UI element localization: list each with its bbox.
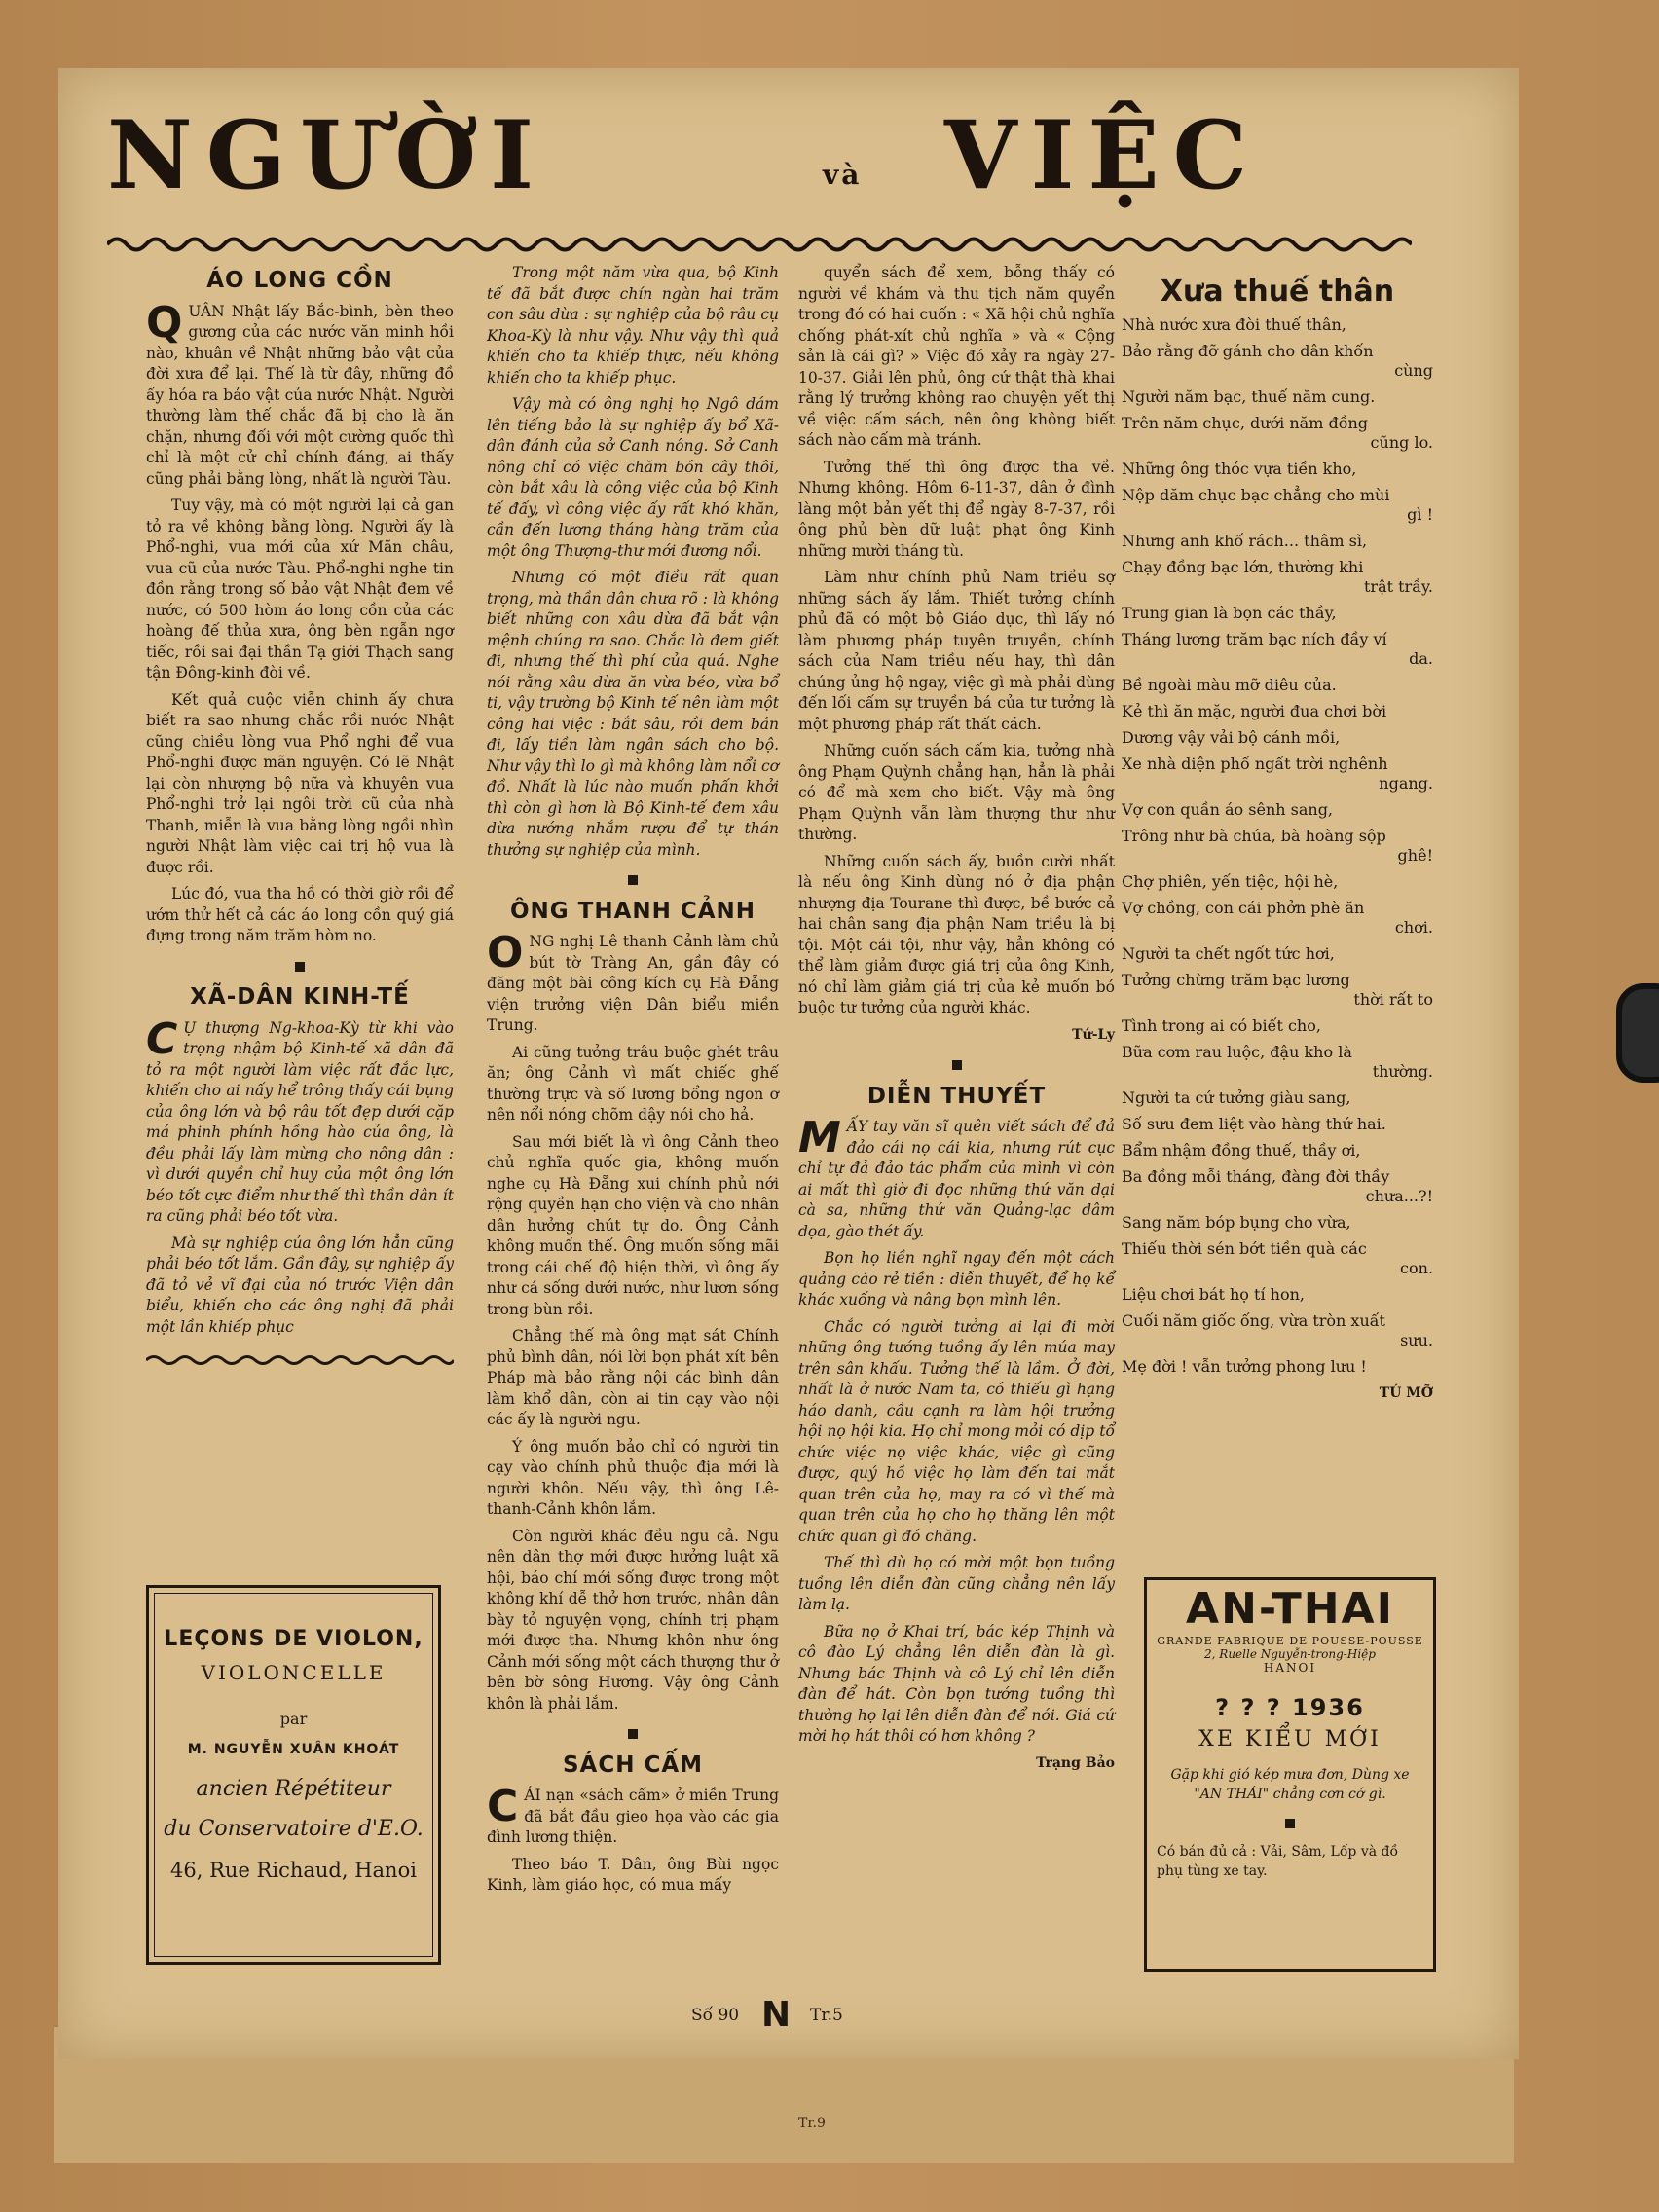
poem-line-text: Mẹ đời ! vẫn tưởng phong lưu ! (1122, 1357, 1367, 1376)
poem-line (1122, 486, 1433, 525)
ad-violin-address: 46, Rue Richaud, Hanoi (170, 1859, 417, 1882)
article-paragraph: ONG nghị Lê thanh Cảnh làm chủ bút tờ Tràng An, gần đây có đăng một bài công kích cụ Hà Đẵng viện trưởng viện Dân biểu miền Trung. (487, 928, 779, 1034)
poem-line (1122, 1141, 1433, 1161)
poem-line (1122, 1115, 1433, 1134)
article-title-xa-dan-kinh-te: XÃ-DÂN KINH-TẾ (190, 984, 410, 1010)
advertisement-violin-lessons (146, 1585, 441, 1965)
poem-line (1122, 1043, 1433, 1082)
article-paragraph: Tưởng thế thì ông được tha về. Nhưng không. Hôm 6-11-37, dân ở đình làng một bản yết thị để ngày 8-7-37, rồi ông phủ bèn dữ luật phạt ông Kinh những mười tháng tù. (798, 458, 1115, 560)
poem-line-text: Bảo rằng đỡ gánh cho dân khốn (1122, 342, 1374, 360)
drop-cap: Q (146, 297, 183, 348)
poem-line-text: Kẻ thì ăn mặc, người đua chơi bời (1122, 702, 1387, 720)
poem-line-continuation: da. (1409, 649, 1433, 668)
poem-line-text: Tháng lương trăm bạc ních đầy ví (1122, 630, 1387, 648)
headline-word-3: VIỆC (944, 100, 1261, 210)
article-title-ao-long-con: ÁO LONG CỒN (206, 268, 393, 293)
poem-line (1122, 604, 1433, 623)
ad-violin-teacher: M. NGUYỄN XUÂN KHOÁT (187, 1742, 400, 1757)
poem-line-text: Người ta cứ tưởng giàu sang, (1122, 1088, 1351, 1107)
ad-violin-line: du Conservatoire d'E.O. (164, 1817, 424, 1841)
wave-divider (146, 1353, 454, 1367)
poem-line (1122, 315, 1433, 335)
article-paragraph: Chẳng thế mà ông mạt sát Chính phủ bình dân, nói lời bọn phát xít bên Pháp mà bảo rằng nội các bình dân làm khổ dân, còn ai tin cạy vào nội các ấy là người ngu. (487, 1327, 779, 1428)
underlying-page-number: Tr.9 (798, 2116, 826, 2131)
poem-line-continuation: thường. (1372, 1062, 1433, 1081)
article-paragraph: Những cuốn sách cấm kia, tưởng nhà ông Phạm Quỳnh chẳng hạn, hẳn là phải có để mà xem cho biết. Vậy mà ông Phạm Quỳnh vẫn làm thượng thư như thường. (798, 742, 1115, 843)
poem-line (1122, 899, 1433, 938)
poem-line (1122, 1213, 1433, 1233)
ad-violin-line: par (279, 1710, 308, 1728)
poem-line-continuation: thời rất to (1353, 990, 1433, 1009)
poem-line-text: Bẩm nhậm đồng thuế, thầy ơi, (1122, 1141, 1361, 1160)
newspaper-logo: N (761, 1995, 792, 2035)
poem-signature: TÚ MỠ (1379, 1385, 1433, 1401)
poem-line-text: Nhưng anh khố rách... thâm sì, (1122, 532, 1368, 550)
article-paragraph: QUÂN Nhật lấy Bắc-bình, bèn theo gương của các nước văn minh hồi nào, khuân về Nhật những bảo vật của đời xưa để lại. Thế là từ đây, những đồ ấy hóa ra bảo vật của nước Nhật. Người thường làm thế chắc đã bị cho là ăn chặn, nhưng đối với một cường quốc thì chỉ là một cử chỉ chính đáng, ai thấy cũng phải bằng lòng, nhất là người Tàu. (146, 297, 454, 488)
poem-line (1122, 1311, 1433, 1350)
article-title-dien-thuyet: DIỄN THUYẾT (866, 1083, 1047, 1109)
poem-line-text: Nhà nước xưa đòi thuế thân, (1122, 315, 1346, 334)
article-paragraph: Lúc đó, vua tha hồ có thời giờ rồi để ướm thử hết cả các áo long cồn quý giá đựng trong năm trăm hòm no. (146, 885, 454, 944)
column-4-poem (1122, 263, 1433, 1403)
ad-violin-line: LEÇONS DE VIOLON, (164, 1627, 424, 1651)
ad-violin-line: ancien Répétiteur (196, 1777, 391, 1801)
poem-line-text: Tưởng chừng trăm bạc lương (1122, 971, 1350, 989)
poem-line-continuation: chưa...?! (1365, 1187, 1433, 1205)
section-separator-square (487, 870, 779, 892)
article-paragraph: Mà sự nghiệp của ông lớn hẳn cũng phải béo tốt lắm. Gần đây, sự nghiệp ấy đã tỏ vẻ vĩ đại của nó trước Viện dân biểu, khiến cho các ông nghị đã phải một lần khiếp phục (146, 1234, 454, 1336)
binder-ring-icon (1616, 983, 1659, 1083)
ad-year: ? ? ? 1936 (1215, 1694, 1365, 1721)
poem-line (1122, 1285, 1433, 1305)
section-separator-square (798, 1055, 1115, 1077)
article-paragraph: CÁI nạn «sách cấm» ở miền Trung đã bắt đầu gieo họa vào các gia đình lương thiện. (487, 1782, 779, 1846)
headline-word-1: NGƯỜI (107, 100, 547, 210)
article-paragraph: Nhưng có một điều rất quan trọng, mà thần dân chưa rõ : là không biết những con xâu dừa đã bắt vận mệnh chúng ra sao. Chắc là đem giết đi, nhưng thế thì phí của quá. Nghe nói rằng xâu dừa ăn vừa béo, vừa bổ ti, vậy trường bộ Kinh tế nên làm một công hai việc : bắt sâu, rồi đem bán đi, lấy tiền làm ngân sách cho bộ. Như vậy thì lo gì mà không làm nổi cơ đồ. Nhất là lúc nào muốn phấn khởi thì còn gì hơn là Bộ Kinh-tế đem xâu dừa nướng nhắm rượu để tự thán thưởng sự nghiệp của mình. (487, 569, 779, 859)
article-paragraph: Chắc có người tưởng ai lại đi mời những ông tướng tuồng ấy lên múa may trên sân khấu. Tưởng thế là lầm. Ở đời, nhất là ở nước Nam ta, có thiếu gì hạng háo danh, cầu cạnh ra làm hội trưởng hội nọ hội kia. Họ chỉ mong mỏi có dịp tổ chức việc nọ việc khác, việc gì cũng được, quý hồ việc họ làm đến tai mắt quan trên của họ, may ra có vì thế mà quan trên của họ cho họ thăng lên một chức quan gì đó chăng. (798, 1317, 1115, 1545)
poem-line (1122, 676, 1433, 695)
poem-line-text: Trên năm chục, dưới năm đồng (1122, 414, 1369, 432)
article-paragraph: Trong một năm vừa qua, bộ Kinh tế đã bắt được chín ngàn hai trăm con sâu dừa : sự nghiệp của bộ râu cụ Khoa-Kỳ là như vậy. Như vậy thì quả khiến cho ta khiếp thực, nếu không khiến cho ta khiếp phục. (487, 264, 779, 387)
article-paragraph: Sau mới biết là vì ông Cảnh theo chủ nghĩa quốc gia, không muốn nghe cụ Hà Đẵng xui chính phủ nới rộng quyền hạn cho viện và cho nhân dân hưởng chút tự do. Ông Cảnh không muốn thế. Ông muốn sống mãi trong cái chế độ hiện thời, vì ông ấy như cá sống dưới nước, như lươn sống trong bùn rồi. (487, 1132, 779, 1318)
poem-line-text: Ba đồng mỗi tháng, đàng đời thầy (1122, 1167, 1390, 1186)
poem-line (1122, 342, 1433, 381)
drop-cap: C (146, 1014, 178, 1064)
poem-line-text: Sang năm bóp bụng cho vừa, (1122, 1213, 1351, 1232)
poem-line-text: Liệu chơi bát họ tí hon, (1122, 1285, 1305, 1304)
poem-line-text: Xe nhà diện phố ngất trời nghênh (1122, 755, 1388, 773)
poem-line-text: Bề ngoài màu mỡ diêu của. (1122, 676, 1337, 694)
poem-title: Xưa thuế thân (1160, 275, 1395, 309)
article-paragraph: Tuy vậy, mà có một người lại cả gan tỏ ra về không bằng lòng. Người ấy là Phổ-nghi, vua mới của xứ Mãn châu, vua cũ của nước Tàu. Phổ-nghi nghe tin đồn rằng trong số bảo vật Nhật đem về nước, có 500 hòm áo long cồn của các hoàng đế thủa xưa, ông bèn ngẫn ngơ tiếc, rồi sai đại thần Tạ giới Thạch sang tận Đông-kinh đòi về. (146, 497, 454, 682)
underlying-page-footer (623, 2108, 954, 2147)
poem-line (1122, 387, 1433, 407)
column-1 (146, 263, 454, 1383)
poem-line-text: Vợ con quần áo sênh sang, (1122, 800, 1334, 819)
drop-cap: O (487, 928, 524, 977)
poem-line-text: Vợ chồng, con cái phởn phè ăn (1122, 899, 1365, 917)
poem-lines (1122, 315, 1433, 1377)
poem-line-continuation: con. (1400, 1259, 1433, 1277)
poem-line-text: Dương vậy vải bộ cánh mồi, (1122, 728, 1341, 747)
poem-line (1122, 1167, 1433, 1206)
section-separator-square (1157, 1814, 1423, 1832)
poem-line-text: Trông như bà chúa, bà hoàng sộp (1122, 827, 1386, 845)
poem-line (1122, 755, 1433, 793)
author-signature: Trạng Bảo (1036, 1754, 1115, 1771)
page-number: Tr.5 (810, 2006, 843, 2025)
article-paragraph: quyển sách để xem, bỗng thấy có người về khám và thu tịch năm quyển trong đó có hai cuốn : « Xã hội chủ nghĩa chống phát-xít chủ nghĩa » và « Cộng sản là cái gì? » Việc đó xảy ra ngày 27-10-37. Giải lên phủ, ông cứ thật thà khai rằng lý trưởng không rao chuyện yết thị về việc cấm sách, nên ông không biết sách nào cấm mà tránh. (798, 264, 1115, 449)
ad-slogan: Gặp khi gió kép mưa đơn, Dùng xe "AN THÁI" chẳng cơn cớ gì. (1170, 1767, 1410, 1802)
poem-line (1122, 460, 1433, 479)
poem-line-continuation: cũng lo. (1370, 433, 1433, 452)
section-separator-square (487, 1724, 779, 1746)
poem-line-text: Nộp dăm chục bạc chẳng cho mùi (1122, 486, 1390, 504)
article-paragraph: Kết quả cuộc viễn chinh ấy chưa biết ra sao nhưng chắc rồi nước Nhật cũng chiều lòng vua Phổ nghi để vua Phổ-nghi được mãn nguyện. Có lẽ Nhật lại còn nhượng bộ nữa và khuyên vua Phổ-nghi trở lại ngôi trời cũ của nhà Thanh, miễn là vua bằng lòng ngồi nhìn người Nhật làm việc cai trị hộ vua là được rồi. (146, 690, 454, 876)
drop-cap: C (487, 1782, 519, 1831)
poem-line (1122, 800, 1433, 820)
article-paragraph: Theo báo T. Dân, ông Bùi ngọc Kinh, làm giáo học, có mua mấy (487, 1855, 779, 1894)
headline-wave-divider (107, 234, 1412, 255)
author-signature: Tứ-Ly (1072, 1026, 1115, 1043)
poem-line-text: Những ông thóc vựa tiền kho, (1122, 460, 1357, 478)
ad-address: 2, Ruelle Nguyễn-trong-Hiệp (1204, 1647, 1376, 1661)
article-paragraph: Ai cũng tưởng trâu buộc ghét trâu ăn; ông Cảnh vì mất chiếc ghế thường trực và số lương bổng ngon ơ nên nổi nóng chõm dậy nói cho hả. (487, 1043, 779, 1124)
ad-headline: XE KIỂU MỚI (1198, 1727, 1382, 1751)
poem-line-continuation: ngang. (1379, 774, 1433, 793)
poem-line-text: Trung gian là bọn các thầy, (1122, 604, 1337, 622)
poem-line-text: Người năm bạc, thuế năm cung. (1122, 387, 1376, 406)
poem-line-continuation: chơi. (1394, 918, 1433, 937)
article-paragraph: MẤY tay văn sĩ quên viết sách để đả đảo cái nọ cái kia, nhưng rút cục chỉ tự đả đảo tác phẩm của mình vì còn ai mất thì giờ đi đọc những thứ văn dại cà sa, những thứ văn Quảng-lạc dâm dọa, gào thét ấy. (798, 1113, 1115, 1240)
poem-line-text: Tình trong ai có biết cho, (1122, 1016, 1321, 1035)
poem-line-text: Số sưu đem liệt vào hàng thứ hai. (1122, 1115, 1386, 1133)
article-paragraph: Còn người khác đều ngu cả. Ngu nên dân thợ mới được hưởng luật xã hội, báo chí mới sống được trong một không khí dễ thở hơn trước, nhân dân bày tỏ nguyện vọng, chính trị phạm mới được tha. Nhưng khôn như ông Cảnh mới sống một cách thượng thư ở bên bờ sông Hương. Vậy ông Cảnh khôn là phải lắm. (487, 1527, 779, 1713)
poem-line (1122, 558, 1433, 597)
ad-city: HANOI (1263, 1661, 1317, 1675)
headline-word-2: và (823, 159, 863, 191)
poem-line (1122, 1239, 1433, 1278)
article-paragraph: Những cuốn sách ấy, buồn cười nhất là nếu ông Kinh dùng nó ở địa phận nhượng địa Tourane thì được, bề bước cả hai chân sang địa phận Nam triều là bị tội. Một cái tội, như vậy, hẳn không có thể làm giảm được giá trị của ông Kinh, nó chỉ làm giảm giá trị của kẻ muốn bó buộc tư tưởng của người khác. (798, 852, 1115, 1016)
poem-line (1122, 1088, 1433, 1108)
article-paragraph: C Ụ thượng Ng-khoa-Kỳ từ khi vào trọng nhậm bộ Kinh-tế xã dân đã tỏ ra một người làm việc rất đắc lực, khiến cho ai nấy hể trông thấy cái bụng của ông lớn và bộ râu tốt đẹp dưới cặp má phinh phính hồng hào của ông, là đều phải lấy làm mừng cho nông dân : vì dưới quyền chỉ huy của một ông lớn béo tốt cực điểm như thế thì thần dân ít ra cũng phải béo tốt vừa. (146, 1014, 454, 1225)
article-paragraph: Bữa nọ ở Khai trí, bác kép Thịnh và cô đào Lý chẳng lên diễn đàn là gì. Nhưng bác Thịnh và cô Lý chỉ lên diễn đàn để hát. Còn bọn tướng tuồng thì thường họ lại lên diễn đàn để nói. Giá cứ mời họ hát thôi có hơn không ? (798, 1622, 1115, 1745)
poem-line-text: Thiếu thời sén bớt tiền quà các (1122, 1239, 1367, 1258)
article-paragraph: Bọn họ liền nghĩ ngay đến một cách quảng cáo rẻ tiền : diễn thuyết, để họ kể khác xuống và nâng bọn mình lên. (798, 1249, 1115, 1309)
ad-subtitle: GRANDE FABRIQUE DE POUSSE-POUSSE (1157, 1635, 1423, 1647)
advertisement-an-thai (1144, 1577, 1436, 1972)
column-3 (798, 263, 1115, 1774)
article-title-sach-cam: SÁCH CẤM (562, 1751, 704, 1778)
ad-violin-line: VIOLONCELLE (201, 1661, 387, 1684)
poem-line-continuation: trật trầy. (1363, 577, 1433, 596)
article-title-ong-thanh-canh: ÔNG THANH CẢNH (509, 898, 756, 924)
poem-line-continuation: ghê! (1397, 846, 1433, 865)
ad-brand: AN-THAI (1186, 1584, 1394, 1634)
poem-line (1122, 944, 1433, 964)
poem-line (1122, 827, 1433, 866)
poem-line-continuation: sưu. (1400, 1331, 1433, 1349)
poem-line-text: Chợ phiên, yến tiệc, hội hè, (1122, 872, 1339, 891)
poem-line-text: Người ta chết ngốt tức hơi, (1122, 944, 1335, 963)
poem-line (1122, 728, 1433, 748)
poem-line (1122, 872, 1433, 892)
poem-line-text: Bữa cơm rau luộc, đậu kho là (1122, 1043, 1352, 1061)
article-paragraph: Vậy mà có ông nghị họ Ngô dám lên tiếng bảo là sự nghiệp ấy bổ Xã-dân đánh của sở Canh nông. Sở Canh nông chỉ có việc chăm bón cây thôi, còn bắt xâu là công việc của bộ Kinh tế đấy, vì công việc ấy rất khó khăn, cần đến lương tháng hàng trăm của một ông Thượng-thư mới đương nổi. (487, 395, 779, 560)
poem-line-continuation: gì ! (1407, 505, 1433, 524)
section-separator-square (146, 957, 454, 978)
poem-line (1122, 702, 1433, 721)
poem-line-text: Cuối năm giốc ống, vừa tròn xuất (1122, 1311, 1385, 1330)
issue-number: Số 90 (691, 2006, 740, 2025)
poem-line-text: Chạy đồng bạc lớn, thường khi (1122, 558, 1364, 576)
poem-line (1122, 971, 1433, 1010)
poem-line (1122, 1357, 1433, 1377)
page-footer (691, 1996, 886, 2035)
article-paragraph: Làm như chính phủ Nam triều sợ những sách ấy lắm. Thiết tưởng chính phủ đã có một bộ Giáo dục, thì lấy nó làm phương pháp tuyên truyền, chính sách của Nam triều nếu hay, thì dân chúng ủng hộ ngay, việc gì mà phải dùng đến lối cấm sự truyền bá của tư tưởng là một phương pháp rất thất cách. (798, 569, 1115, 733)
article-paragraph: Thế thì dù họ có mời một bọn tuồng tuồng lên diễn đàn cũng chẳng nên lấy làm lạ. (798, 1554, 1115, 1613)
poem-line (1122, 414, 1433, 453)
poem-line (1122, 532, 1433, 551)
page-headline (107, 97, 1412, 243)
ad-products: Có bán đủ cả : Vải, Sâm, Lốp và đồ phụ tùng xe tay. (1157, 1844, 1399, 1879)
poem-line (1122, 630, 1433, 669)
poem-line (1122, 1016, 1433, 1036)
column-2 (487, 263, 779, 1902)
article-paragraph: Ý ông muốn bảo chỉ có người tin cạy vào chính phủ thuộc địa mới là người khôn. Nếu vậy, thì ông Lê-thanh-Cảnh khôn lắm. (487, 1437, 779, 1518)
poem-line-continuation: cùng (1394, 361, 1433, 380)
drop-cap: M (798, 1113, 841, 1162)
